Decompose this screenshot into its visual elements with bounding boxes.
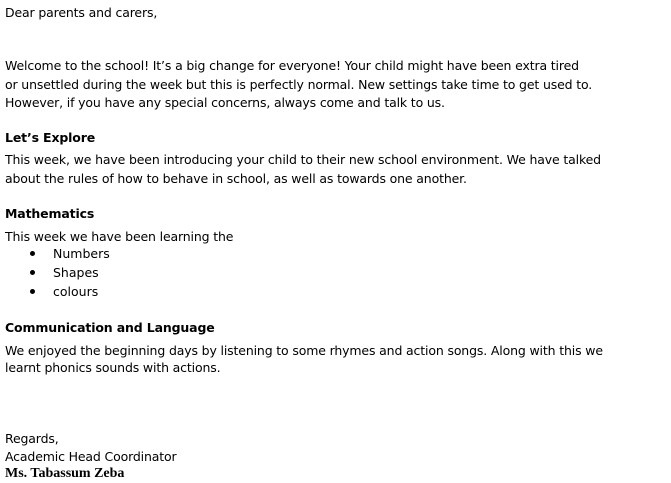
communication-line-2: learnt phonics sounds with actions. — [5, 360, 221, 375]
bullet-icon — [30, 270, 35, 275]
maths-heading: Mathematics — [5, 206, 95, 221]
explore-line-2: about the rules of how to behave in school, as well as towards one another. — [5, 171, 467, 186]
communication-heading: Communication and Language — [5, 320, 215, 335]
explore-heading: Let’s Explore — [5, 130, 96, 145]
maths-item-shapes: Shapes — [53, 265, 99, 280]
maths-lead: This week we have been learning the — [5, 229, 234, 244]
intro-line-3: However, if you have any special concerns, always come and talk to us. — [5, 95, 445, 110]
closing-regards: Regards, — [5, 431, 59, 446]
maths-item-numbers: Numbers — [53, 246, 110, 261]
signatory-name: Ms. Tabassum Zeba — [5, 466, 125, 481]
greeting: Dear parents and carers, — [5, 5, 158, 20]
maths-item-colours: colours — [53, 284, 99, 299]
explore-line-1: This week, we have been introducing your child to their new school environment. We have talked — [5, 152, 601, 167]
bullet-icon — [30, 251, 35, 256]
intro-line-1: Welcome to the school! It’s a big change for everyone! Your child might have been extra tired — [5, 58, 579, 73]
closing-role: Academic Head Coordinator — [5, 449, 177, 464]
communication-line-1: We enjoyed the beginning days by listening to some rhymes and action songs. Along with this we — [5, 343, 603, 358]
bullet-icon — [30, 289, 35, 294]
intro-line-2: or unsettled during the week but this is perfectly normal. New settings take time to get used to. — [5, 77, 593, 92]
